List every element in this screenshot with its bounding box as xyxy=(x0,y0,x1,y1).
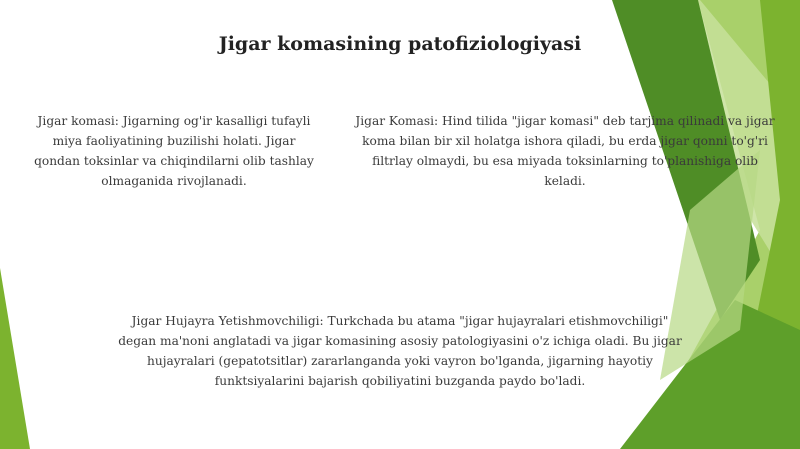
definition-block-right: Jigar Komasi: Hind tilida "jigar komasi" deb tarjima qilinadi va jigar koma bilan bir xil holatga ishora qiladi, bu erda jigar qonni to'g'ri filtrlay olmaydi, bu esa miyada toksinlarning to'planishiga olib keladi. xyxy=(355,114,775,188)
definition-block-bottom: Jigar Hujayra Yetishmovchiligi: Turkchada bu atama "jigar hujayralari etishmovchiligi" degan ma'noni anglatadi va jigar komasining asosiy patologiyasini o'z ichiga oladi. Bu jigar hujayralari (gepatotsitlar) zararlanganda yoki vayron bo'lganda, jigarning hayotiy funktsiyalarini bajarish qobiliyatini buzganda paydo bo'ladi. xyxy=(118,314,682,388)
slide-title: Jigar komasining patofiziologiyasi xyxy=(218,33,582,55)
definition-block-left: Jigar komasi: Jigarning og'ir kasalligi tufayli miya faoliyatining buzilishi holati. Jigar qondan toksinlar va chiqindilarni olib tashlay olmaganida rivojlanadi. xyxy=(34,114,314,188)
left-green-triangle xyxy=(0,268,30,449)
